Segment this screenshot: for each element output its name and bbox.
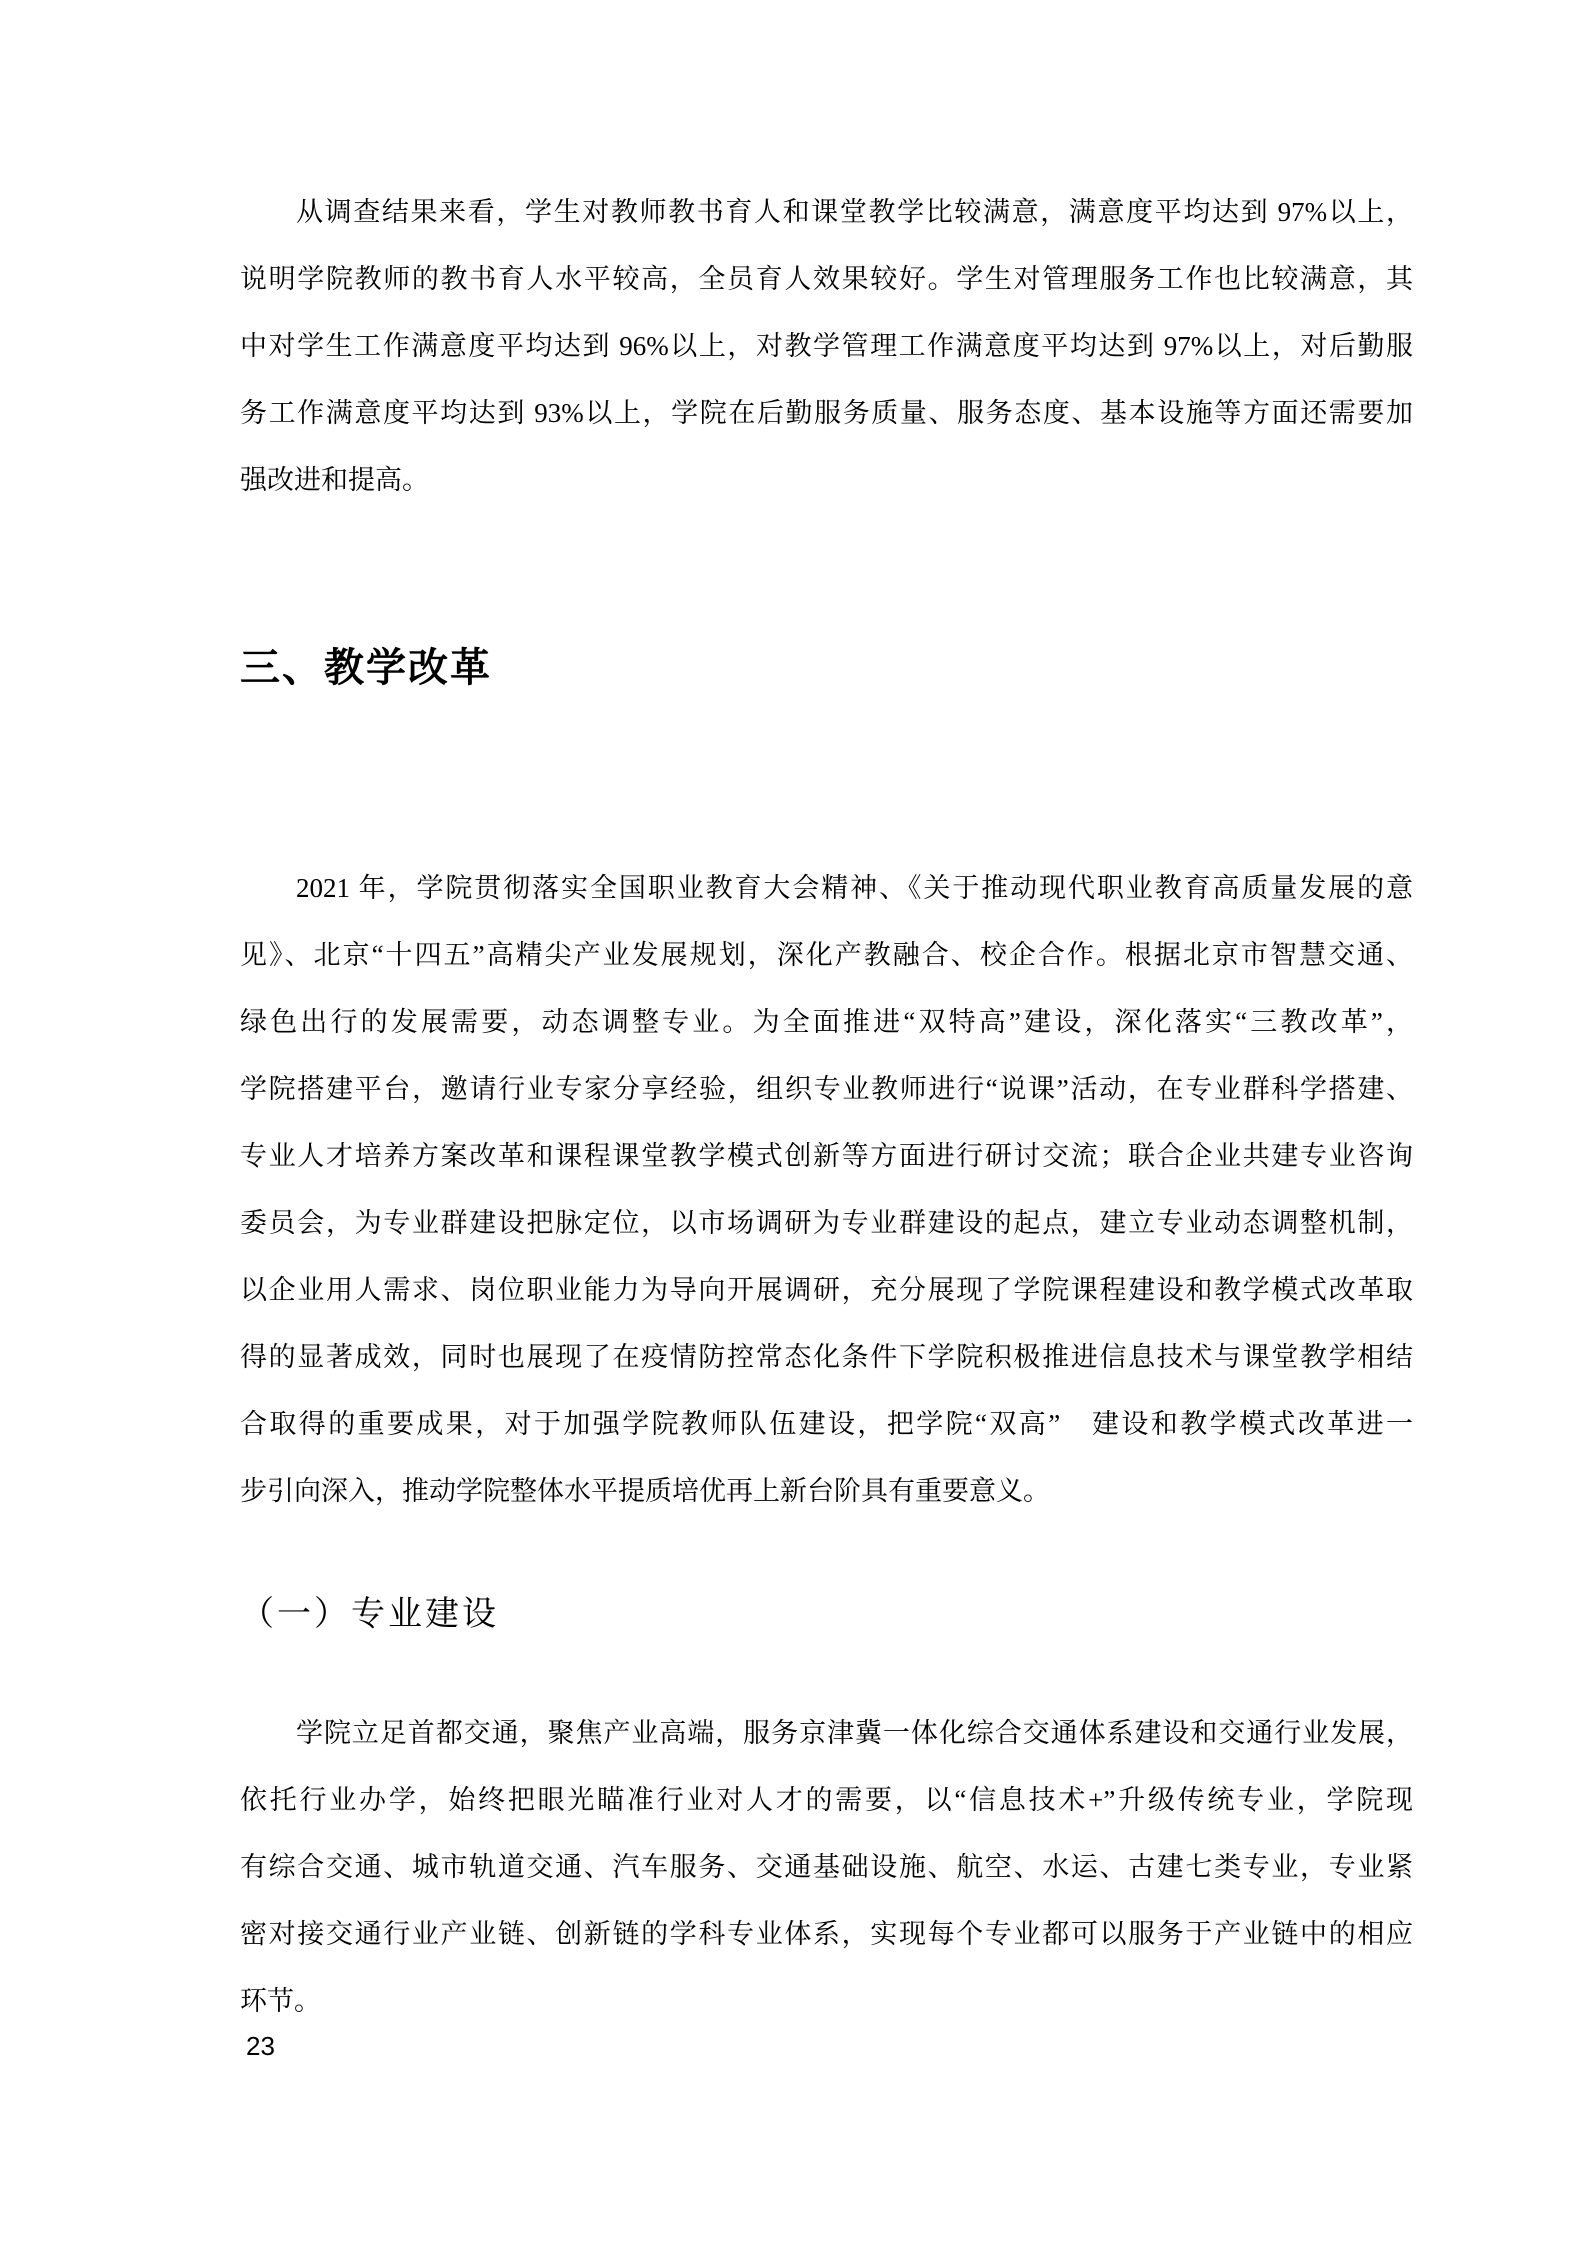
text-line: 合取得的重要成果，对于加强学院教师队伍建设，把学院“双高” 建设和教学模式改革进一 xyxy=(240,1409,1413,1439)
paragraph-specialty-construction xyxy=(240,1700,1413,2035)
page-number: 23 xyxy=(246,2031,275,2061)
paragraph-teaching-reform-overview xyxy=(240,855,1413,1525)
text-line: 务工作满意度平均达到 93%以上，学院在后勤服务质量、服务态度、基本设施等方面还需要加 xyxy=(240,398,1413,428)
section-heading-teaching-reform: 三、教学改革 xyxy=(240,646,492,690)
text-line: 学院立足首都交通，聚焦产业高端，服务京津冀一体化综合交通体系建设和交通行业发展， xyxy=(296,1718,1413,1748)
text-line: 依托行业办学，始终把眼光瞄准行业对人才的需要，以“信息技术+”升级传统专业，学院现 xyxy=(240,1785,1413,1815)
paragraph-satisfaction-survey xyxy=(240,179,1413,514)
text-line: 步引向深入，推动学院整体水平提质培优再上新台阶具有重要意义。 xyxy=(240,1476,1050,1506)
text-line: 说明学院教师的教书育人水平较高，全员育人效果较好。学生对管理服务工作也比较满意，其 xyxy=(240,264,1413,294)
text-line: 学院搭建平台，邀请行业专家分享经验，组织专业教师进行“说课”活动，在专业群科学搭建、 xyxy=(240,1074,1413,1104)
text-line: 见》、北京“十四五”高精尖产业发展规划，深化产教融合、校企合作。根据北京市智慧交通、 xyxy=(240,940,1413,970)
text-line: 中对学生工作满意度平均达到 96%以上，对教学管理工作满意度平均达到 97%以上，对后勤服 xyxy=(240,331,1413,361)
text-line: 委员会，为专业群建设把脉定位，以市场调研为专业群建设的起点，建立专业动态调整机制， xyxy=(240,1208,1413,1238)
text-line: 绿色出行的发展需要，动态调整专业。为全面推进“双特高”建设，深化落实“三教改革”， xyxy=(240,1007,1413,1037)
text-line: 强改进和提高。 xyxy=(240,465,429,495)
text-line: 专业人才培养方案改革和课程课堂教学模式创新等方面进行研讨交流；联合企业共建专业咨询 xyxy=(240,1141,1413,1171)
text-line: 有综合交通、城市轨道交通、汽车服务、交通基础设施、航空、水运、古建七类专业，专业紧 xyxy=(240,1852,1413,1882)
text-line: 得的显著成效，同时也展现了在疫情防控常态化条件下学院积极推进信息技术与课堂教学相结 xyxy=(240,1342,1413,1372)
text-line: 以企业用人需求、岗位职业能力为导向开展调研，充分展现了学院课程建设和教学模式改革取 xyxy=(240,1275,1413,1305)
text-line: 2021 年，学院贯彻落实全国职业教育大会精神、《关于推动现代职业教育高质量发展的意 xyxy=(296,873,1413,903)
subsection-heading-specialty-construction: （一）专业建设 xyxy=(240,1596,499,1633)
text-line: 从调查结果来看，学生对教师教书育人和课堂教学比较满意，满意度平均达到 97%以上， xyxy=(296,197,1413,227)
text-line: 密对接交通行业产业链、创新链的学科专业体系，实现每个专业都可以服务于产业链中的相应 xyxy=(240,1919,1413,1949)
text-line: 环节。 xyxy=(240,1986,321,2016)
